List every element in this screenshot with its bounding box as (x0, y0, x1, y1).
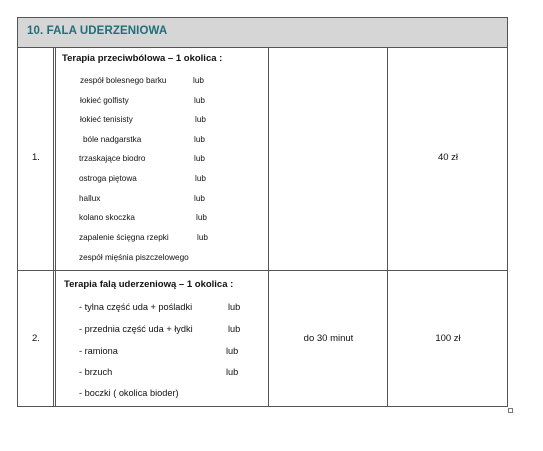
list-item: trzaskające biodro (79, 154, 146, 163)
duration-cell (270, 48, 388, 270)
description-cell (58, 48, 269, 270)
price-table (17, 17, 508, 407)
list-item-suffix: lub (195, 174, 206, 183)
list-item: - ramiona (79, 346, 118, 356)
price-value: 100 zł (435, 333, 461, 344)
treatment-heading: Terapia przeciwbólowa – 1 okolica : (62, 53, 223, 64)
list-item: ostroga piętowa (79, 174, 137, 183)
list-item: - boczki ( okolica bioder) (79, 388, 179, 398)
list-item-suffix: lub (197, 233, 208, 242)
duration-cell (270, 271, 388, 406)
list-item: zespół mięśnia piszczelowego (79, 253, 189, 262)
list-item-suffix: lub (226, 367, 239, 377)
duration-value: do 30 minut (303, 333, 354, 344)
list-item: kolano skoczka (79, 213, 135, 222)
treatment-heading: Terapia falą uderzeniową – 1 okolica : (64, 279, 234, 290)
table-resize-handle[interactable] (508, 408, 513, 413)
list-item-suffix: lub (194, 194, 205, 203)
row-number: 2. (32, 333, 40, 344)
list-item-suffix: lub (194, 154, 205, 163)
row-number: 1. (32, 152, 40, 163)
table-row (18, 48, 507, 271)
list-item-suffix: lub (228, 302, 241, 312)
list-item: łokieć golfisty (80, 96, 129, 105)
row-number-cell (18, 48, 56, 270)
list-item-suffix: lub (228, 324, 241, 334)
table-row (18, 271, 507, 406)
price-value: 40 zł (437, 152, 459, 163)
description-cell (58, 271, 269, 406)
price-cell (389, 48, 507, 270)
list-item: - tylna część uda + pośladki (79, 302, 193, 312)
list-item: bóle nadgarstka (83, 135, 142, 144)
list-item: - brzuch (79, 367, 113, 377)
row-number-cell (18, 271, 56, 406)
list-item: hallux (79, 194, 101, 203)
list-item-suffix: lub (194, 96, 205, 105)
list-item: łokieć tenisisty (80, 115, 133, 124)
list-item-suffix: lub (226, 346, 239, 356)
list-item: zapalenie ścięgna rzepki (79, 233, 169, 242)
list-item-suffix: lub (195, 115, 206, 124)
list-item-suffix: lub (194, 135, 205, 144)
section-title: 10. FALA UDERZENIOWA (27, 25, 168, 37)
list-item-suffix: lub (193, 76, 204, 85)
list-item: zespół bolesnego barku (80, 76, 167, 85)
section-header (18, 18, 507, 48)
list-item: - przednia część uda + łydki (79, 324, 193, 334)
list-item-suffix: lub (196, 213, 207, 222)
price-cell (389, 271, 507, 406)
